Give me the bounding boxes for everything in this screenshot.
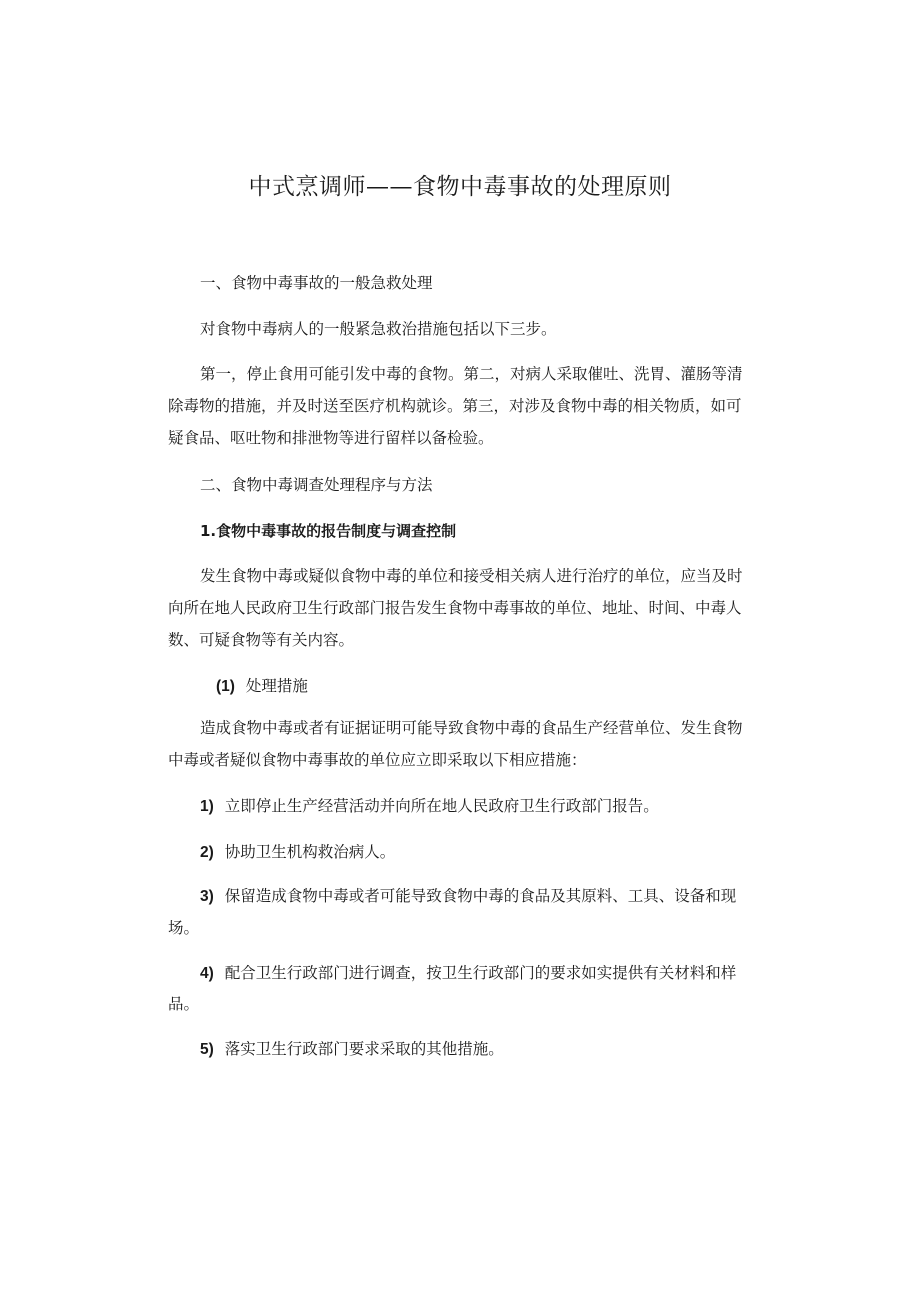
list-item-2: [200, 842, 395, 863]
list-item-5: [200, 1039, 504, 1060]
measures-intro-line-2: 中毒或者疑似食物中毒事故的单位应立即采取以下相应措施：: [168, 751, 587, 769]
list-item-number: 4): [200, 965, 214, 982]
section-1-intro: 对食物中毒病人的一般紧急救治措施包括以下三步。: [200, 320, 557, 338]
list-item-3: [200, 886, 736, 907]
measures-heading: [216, 676, 308, 697]
list-item-4-continuation: 品。: [168, 995, 200, 1013]
list-item-number: 3): [200, 888, 214, 905]
measures-intro-line-1: 造成食物中毒或者有证据证明可能导致食物中毒的食品生产经营单位、发生食物: [200, 719, 743, 737]
list-item-text: 立即停止生产经营活动并向所在地人民政府卫生行政部门报告。: [224, 797, 659, 815]
list-item-text: 协助卫生机构救治病人。: [224, 843, 396, 861]
list-item-number: 1): [200, 798, 214, 815]
measures-heading-number: (1): [216, 678, 235, 695]
section-1-steps-line-3: 疑食品、呕吐物和排泄物等进行留样以备检验。: [168, 429, 494, 447]
section-1-steps-line-1: 第一，停止食用可能引发中毒的食物。第二，对病人采取催吐、洗胃、灌肠等清: [200, 365, 743, 383]
document-title: 中式烹调师——食物中毒事故的处理原则: [248, 174, 672, 200]
list-item-text: 落实卫生行政部门要求采取的其他措施。: [224, 1040, 504, 1058]
list-item-4: [200, 963, 736, 984]
report-line-3: 数、可疑食物等有关内容。: [168, 631, 355, 649]
section-2-subheading: 1.食物中毒事故的报告制度与调查控制: [200, 522, 457, 540]
report-line-2: 向所在地人民政府卫生行政部门报告发生食物中毒事故的单位、地址、时间、中毒人: [168, 599, 742, 617]
list-item-number: 2): [200, 844, 214, 861]
list-item-text: 配合卫生行政部门进行调查，按卫生行政部门的要求如实提供有关材料和样: [224, 964, 737, 982]
measures-heading-text: 处理措施: [245, 677, 308, 695]
section-1-steps-line-2: 除毒物的措施，并及时送至医疗机构就诊。第三，对涉及食物中毒的相关物质，如可: [168, 397, 742, 415]
list-item-number: 5): [200, 1041, 214, 1058]
list-item-text: 保留造成食物中毒或者可能导致食物中毒的食品及其原料、工具、设备和现: [224, 887, 737, 905]
section-2-heading: 二、食物中毒调查处理程序与方法: [200, 476, 433, 494]
list-item-3-continuation: 场。: [168, 919, 200, 937]
report-line-1: 发生食物中毒或疑似食物中毒的单位和接受相关病人进行治疗的单位，应当及时: [200, 567, 743, 585]
list-item-1: [200, 796, 659, 817]
section-1-heading: 一、食物中毒事故的一般急救处理: [200, 274, 433, 292]
